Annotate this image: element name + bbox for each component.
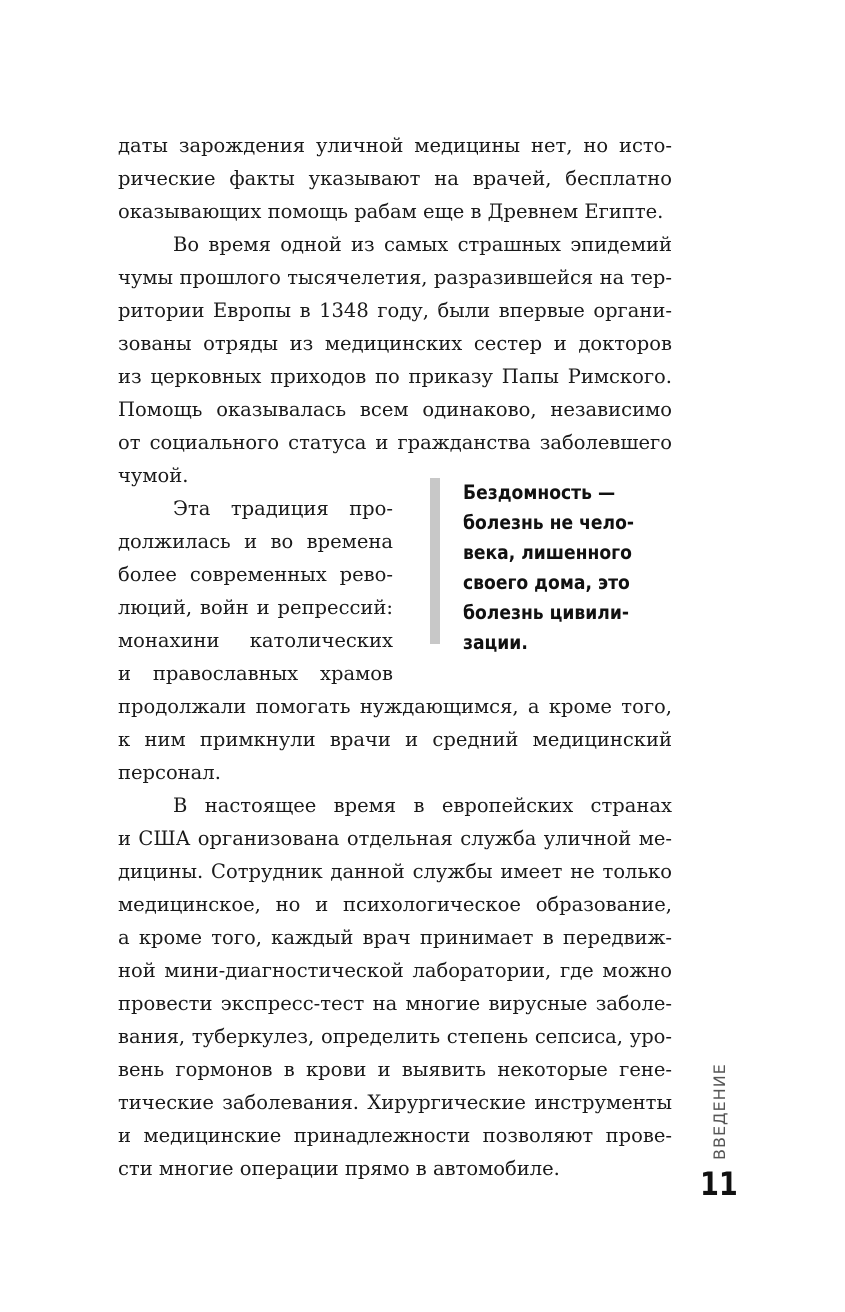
text-line: к ним примкнули врачи и средний медицинский <box>118 728 672 751</box>
text-line: должилась и во времена <box>118 530 393 553</box>
text-line: оказывающих помощь рабам еще в Древнем Египте. <box>118 200 664 223</box>
text-line: даты зарождения уличной медицины нет, но исто- <box>118 134 672 157</box>
text-line: тические заболевания. Хирургические инструменты <box>118 1091 672 1114</box>
text-line: медицинское, но и психологическое образование, <box>118 893 672 916</box>
text-line: чумой. <box>118 464 189 487</box>
text-line: зованы отряды из медицинских сестер и докторов <box>118 332 672 355</box>
pull-quote-line: болезнь не чело- <box>463 511 635 534</box>
text-line: и медицинские принадлежности позволяют прове- <box>118 1124 672 1147</box>
text-line: вень гормонов в крови и выявить некоторые гене- <box>118 1058 672 1081</box>
text-line: Во время одной из самых страшных эпидемий <box>173 233 672 256</box>
text-line: и православных храмов <box>118 662 393 685</box>
pull-quote-line: зации. <box>463 631 528 654</box>
pull-quote-line: болезнь цивили- <box>463 601 629 624</box>
text-line: ной мини-диагностической лаборатории, где можно <box>118 959 672 982</box>
text-line: чумы прошлого тысячелетия, разразившейся на тер- <box>118 266 672 289</box>
text-line: В настоящее время в европейских странах <box>173 794 672 817</box>
text-line: рические факты указывают на врачей, бесплатно <box>118 167 672 190</box>
text-line: из церковных приходов по приказу Папы Римского. <box>118 365 672 388</box>
pull-quote-line: века, лишенного <box>463 541 632 564</box>
text-line: монахини католических <box>118 629 393 652</box>
pull-quote-line: Бездомность — <box>463 481 616 504</box>
section-label: ВВЕДЕНИЕ <box>710 1063 729 1160</box>
text-line: вания, туберкулез, определить степень сепсиса, уро- <box>118 1025 672 1048</box>
text-line: дицины. Сотрудник данной службы имеет не только <box>118 860 672 883</box>
text-line: провести экспресс-тест на многие вирусные заболе- <box>118 992 672 1015</box>
text-line: Эта традиция про- <box>173 497 393 520</box>
text-line: и США организована отдельная служба уличной ме- <box>118 827 672 850</box>
pull-quote-bar <box>430 478 440 644</box>
pull-quote-line: своего дома, это <box>463 571 630 594</box>
text-line: персонал. <box>118 761 221 784</box>
text-line: от социального статуса и гражданства заболевшего <box>118 431 672 454</box>
page-number: 11 <box>700 1165 738 1203</box>
text-line: продолжали помогать нуждающимся, а кроме того, <box>118 695 672 718</box>
text-line: ритории Европы в 1348 году, были впервые органи- <box>118 299 672 322</box>
text-line: люций, войн и репрессий: <box>118 596 393 619</box>
text-line: а кроме того, каждый врач принимает в передвиж- <box>118 926 672 949</box>
text-line: сти многие операции прямо в автомобиле. <box>118 1157 560 1180</box>
text-line: Помощь оказывалась всем одинаково, независимо <box>118 398 672 421</box>
text-line: более современных рево- <box>118 563 393 586</box>
